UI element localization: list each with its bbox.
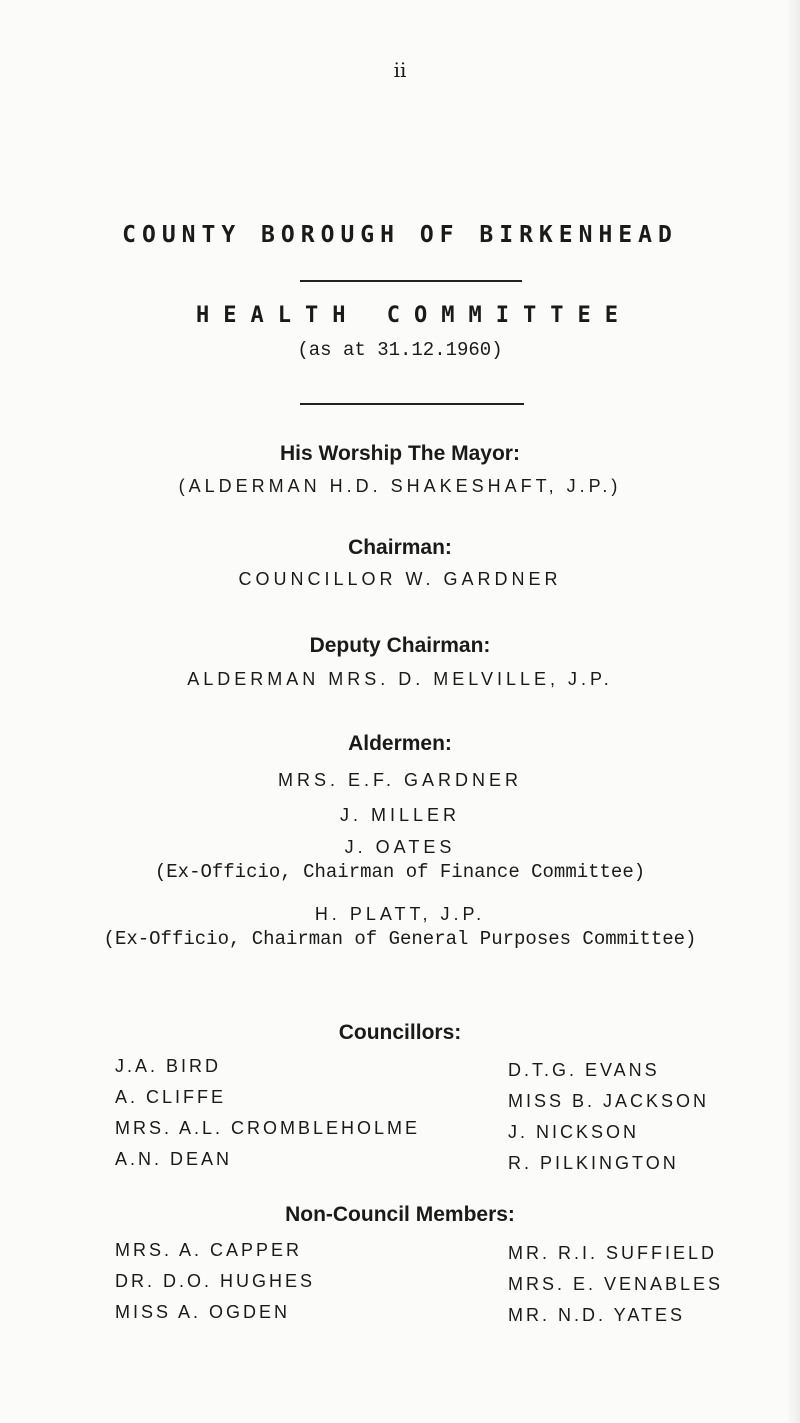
councillor-name: J.A. BIRD	[115, 1056, 222, 1076]
page-number: ii	[393, 58, 407, 82]
councillors-right-column	[508, 1055, 709, 1179]
non-council-member-name: MRS. A. CAPPER	[115, 1240, 303, 1260]
chairman-name: COUNCILLOR W. GARDNER	[238, 569, 562, 589]
alderman-note: (Ex-Officio, Chairman of General Purposes Committee)	[103, 928, 697, 950]
councillor-name: MISS B. JACKSON	[508, 1091, 710, 1111]
alderman-name: J. OATES	[344, 837, 456, 857]
mayor-label: His Worship The Mayor:	[280, 442, 520, 465]
divider-bottom	[300, 403, 524, 405]
mayor-name: (ALDERMAN H.D. SHAKESHAFT, J.P.)	[178, 476, 622, 496]
alderman-name: MRS. E.F. GARDNER	[277, 770, 523, 790]
non-council-member-name: DR. D.O. HUGHES	[115, 1271, 316, 1291]
non-council-member-name: MISS A. OGDEN	[115, 1302, 291, 1322]
chairman-label: Chairman:	[348, 536, 452, 559]
councillor-name: A.N. DEAN	[115, 1149, 233, 1169]
alderman-name: H. PLATT, J.P.	[314, 904, 486, 924]
councillor-name: J. NICKSON	[508, 1122, 640, 1142]
page-edge-shadow	[786, 0, 800, 1423]
non-council-label: Non-Council Members:	[285, 1203, 515, 1226]
deputy-chairman-label: Deputy Chairman:	[309, 634, 491, 657]
councillor-name: R. PILKINGTON	[508, 1153, 679, 1173]
divider-top	[300, 280, 522, 282]
committee-heading: HEALTH COMMITTEE	[196, 303, 632, 328]
aldermen-label: Aldermen:	[348, 732, 452, 755]
councillor-name: D.T.G. EVANS	[508, 1060, 660, 1080]
non-council-right-column	[508, 1238, 723, 1331]
councillor-name: A. CLIFFE	[115, 1087, 227, 1107]
non-council-member-name: MR. R.I. SUFFIELD	[508, 1243, 718, 1263]
committee-date: (as at 31.12.1960)	[297, 339, 503, 361]
non-council-member-name: MRS. E. VENABLES	[508, 1274, 724, 1294]
councillor-name: MRS. A.L. CROMBLEHOLME	[115, 1118, 421, 1138]
councillors-left-column	[115, 1051, 420, 1175]
deputy-chairman-name: ALDERMAN MRS. D. MELVILLE, J.P.	[187, 669, 613, 689]
document-title: COUNTY BOROUGH OF BIRKENHEAD	[122, 222, 678, 248]
alderman-note: (Ex-Officio, Chairman of Finance Committee)	[154, 861, 646, 883]
alderman-name: J. MILLER	[339, 805, 461, 825]
councillors-label: Councillors:	[338, 1021, 462, 1044]
non-council-left-column	[115, 1235, 315, 1328]
non-council-member-name: MR. N.D. YATES	[508, 1305, 686, 1325]
